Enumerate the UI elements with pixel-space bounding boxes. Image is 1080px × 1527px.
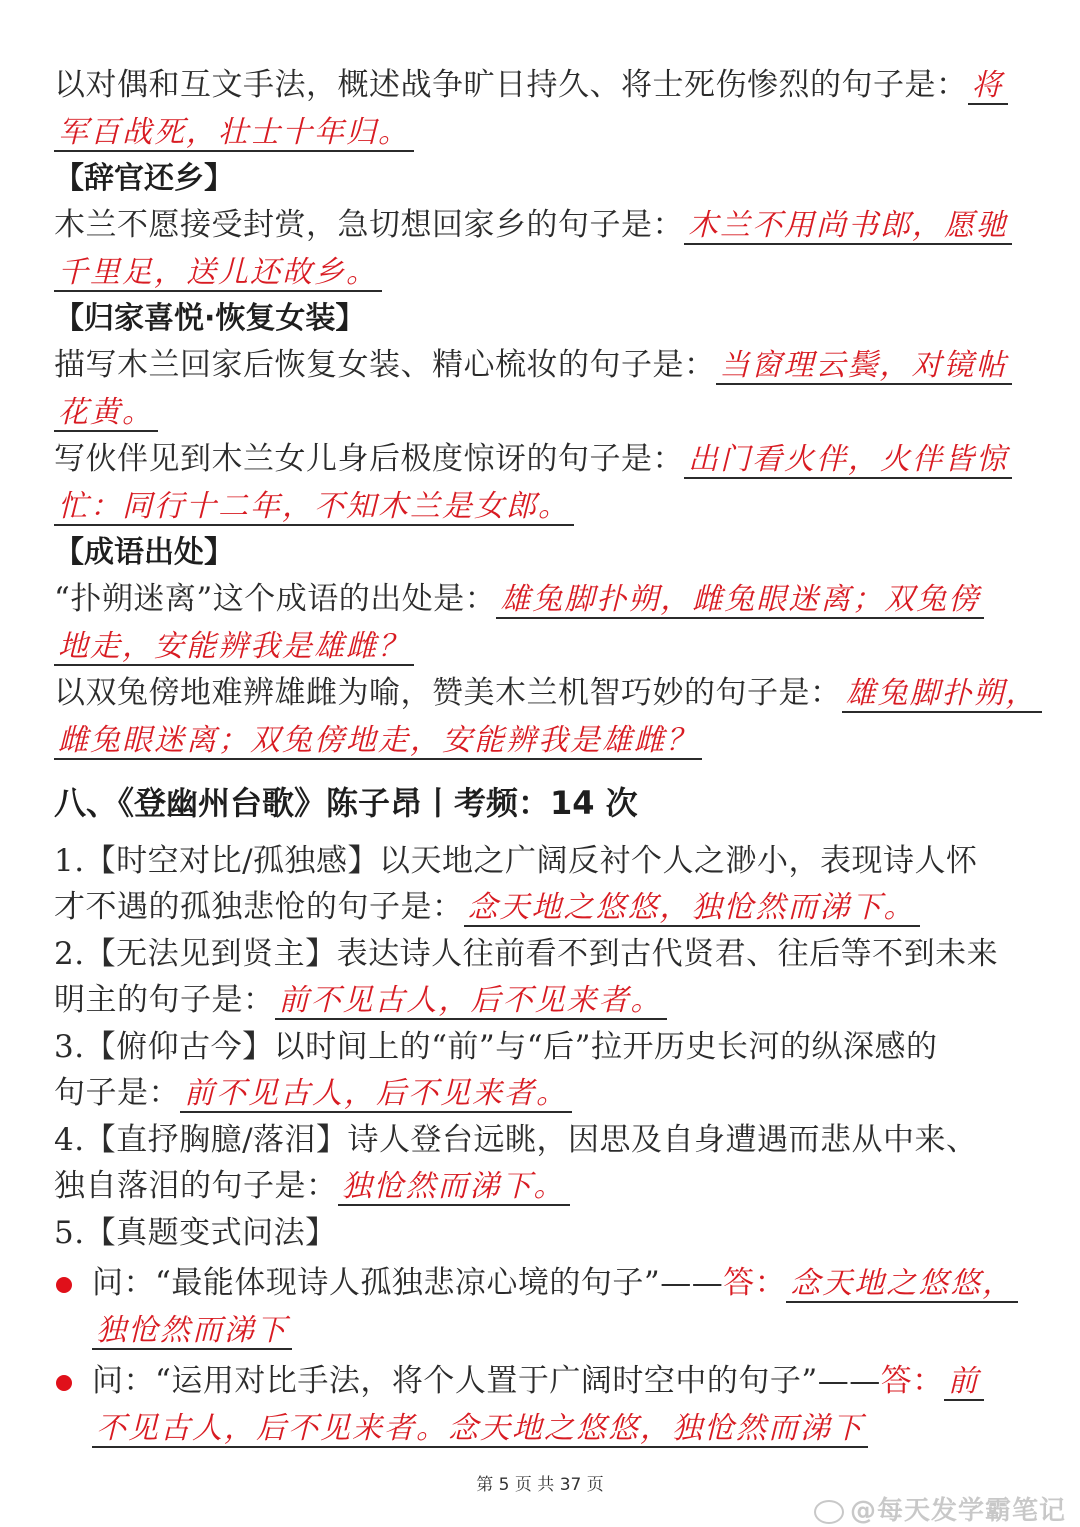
subheading-resign: 【辞官还乡】 [54,161,234,196]
bullet-dot-icon [56,1277,72,1293]
subheading-return-home: 【归家喜悦·恢复女装】 [54,301,366,336]
subheading-idiom: 【成语出处】 [54,535,234,570]
answer-text: 前 [944,1364,984,1401]
item-text: 才不遇的孤独悲怆的句子是： [54,889,464,925]
bullet-question [54,1260,1030,1354]
answer-text: 不见古人，后不见来者。念天地之悠悠，独怆然而涕下 [92,1411,868,1448]
watermark-text: @每天发学霸笔记 [849,1496,1066,1526]
answer-text: 前不见古人，后不见来者。 [180,1076,572,1113]
question-text: 问：“运用对比手法，将个人置于广阔时空中的句子”—— [92,1363,881,1399]
paragraph-dress [54,342,1030,436]
item-text: 明主的句子是： [54,982,275,1018]
answer-text: 独怆然而涕下 [92,1313,292,1350]
list-item [54,1210,1030,1256]
answer-text: 忙：同行十二年，不知木兰是女郎。 [54,489,574,526]
answer-label: 答： [880,1363,944,1399]
page-number: 第 5 页 共 37 页 [476,1475,604,1495]
answer-text: 军百战死，壮士十年归。 [54,115,414,152]
answer-text: 雄兔脚扑朔， [842,676,1042,713]
answer-text: 木兰不用尚书郎，愿驰 [684,208,1012,245]
paragraph-idiom [54,576,1030,670]
question-text: 问：“最能体现诗人孤独悲凉心境的句子”—— [92,1265,724,1301]
question-text: 以对偶和互文手法，概述战争旷日持久、将士死伤惨烈的句子是： [54,67,968,103]
weibo-logo-icon [814,1500,844,1524]
answer-text: 念天地之悠悠，独怆然而涕下。 [464,890,920,927]
item-text: 独自落泪的句子是： [54,1168,338,1204]
paragraph-resign [54,202,1030,296]
answer-text: 雄兔脚扑朔，雌兔眼迷离；双兔傍 [496,582,984,619]
paragraph-rabbits [54,670,1038,764]
question-text: 描写木兰回家后恢复女装、精心梳妆的句子是： [54,347,716,383]
item-text: 3.【俯仰古今】以时间上的“前”与“后”拉开历史长河的纵深感的 [54,1029,938,1065]
list-item [54,1117,1030,1210]
answer-text: 将 [968,68,1008,105]
question-text: 木兰不愿接受封赏，急切想回家乡的句子是： [54,207,684,243]
answer-label: 答： [723,1265,787,1301]
answer-text: 当窗理云鬓，对镜帖 [716,348,1012,385]
item-text: 2.【无法见到贤主】表达诗人往前看不到古代贤君、往后等不到未来 [54,936,999,972]
item-text: 句子是： [54,1075,180,1111]
answer-text: 地走，安能辨我是雄雌？ [54,629,414,666]
bullet-question [54,1358,1030,1452]
answer-text: 前不见古人，后不见来者。 [275,983,667,1020]
bullet-dot-icon [56,1375,72,1391]
list-item [54,1024,1030,1117]
list-item [54,838,1030,931]
answer-text: 雌兔眼迷离；双兔傍地走，安能辨我是雄雌？ [54,723,702,760]
paragraph-war [54,62,1030,156]
answer-text: 花黄。 [54,395,158,432]
list-item [54,931,1030,1024]
item-text: 5.【真题变式问法】 [54,1215,337,1251]
answer-text: 念天地之悠悠， [786,1266,1018,1303]
section-title: 八、《登幽州台歌》陈子昂丨考频：14 次 [54,784,638,822]
watermark [814,1490,1066,1527]
item-text: 1.【时空对比/孤独感】以天地之广阔反衬个人之渺小，表现诗人怀 [54,843,978,879]
answer-text: 独怆然而涕下。 [338,1169,570,1206]
question-text: 以双兔傍地难辨雄雌为喻，赞美木兰机智巧妙的句子是： [54,675,842,711]
paragraph-companions [54,436,1030,530]
question-text: 写伙伴见到木兰女儿身后极度惊讶的句子是： [54,441,684,477]
document-page [54,62,1038,1452]
question-text: “扑朔迷离”这个成语的出处是： [54,581,497,617]
answer-text: 出门看火伴，火伴皆惊 [684,442,1012,479]
answer-text: 千里足，送儿还故乡。 [54,255,382,292]
item-text: 4.【直抒胸臆/落泪】诗人登台远眺，因思及自身遭遇而悲从中来、 [54,1122,978,1158]
